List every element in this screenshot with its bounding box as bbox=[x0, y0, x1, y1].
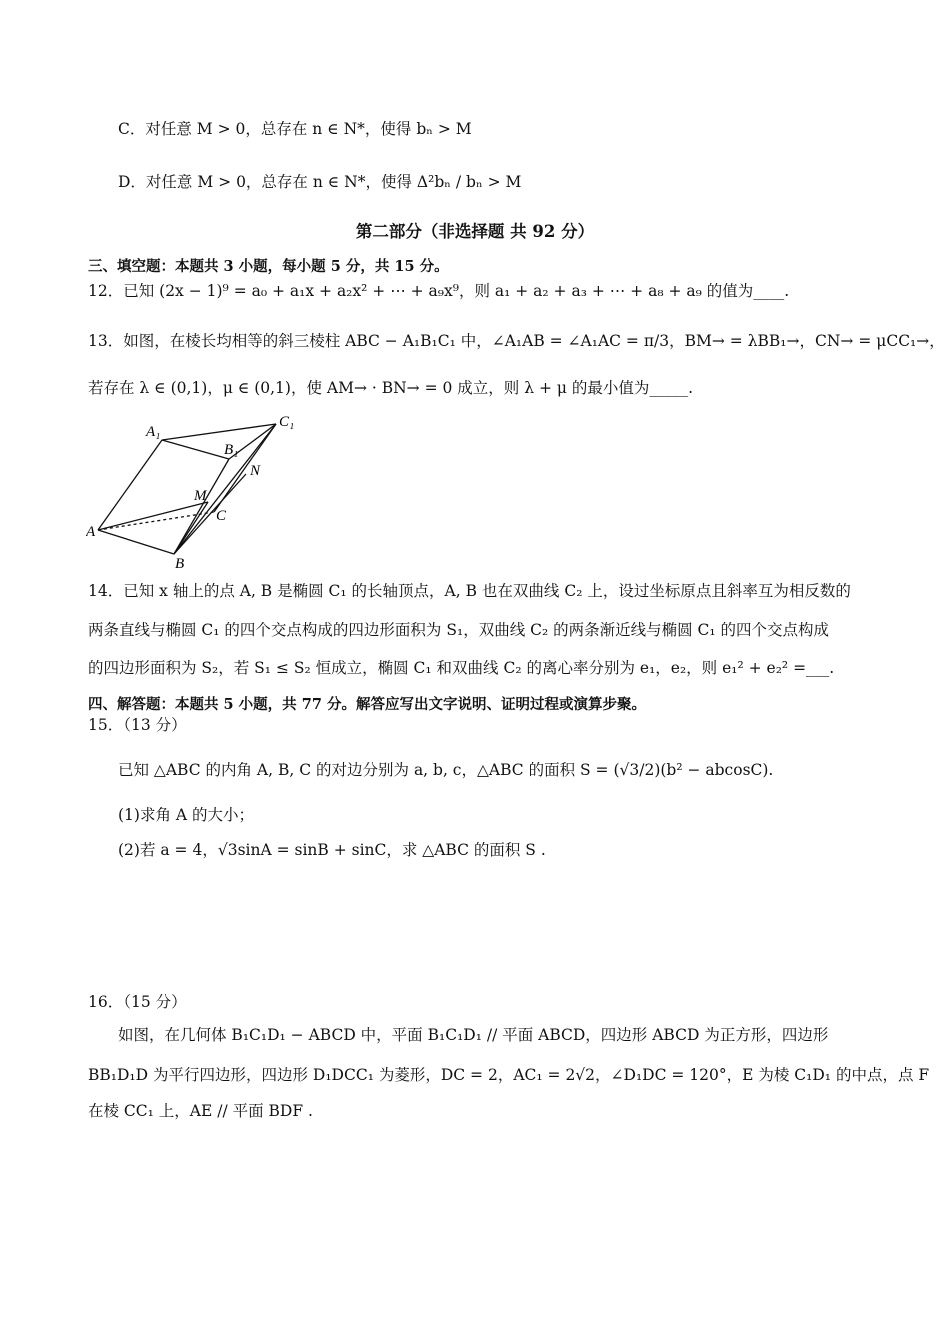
label-b1: B₁ bbox=[224, 442, 239, 458]
question-12: 12．已知 (2x − 1)⁹ = a₀ + a₁x + a₂x² + ⋯ + a₉x⁹，则 a₁ + a₂ + a₃ + ⋯ + a₈ + a₉ 的值为____. bbox=[88, 282, 790, 300]
prism-figure bbox=[86, 412, 316, 572]
label-c: C bbox=[216, 508, 227, 524]
label-m: M bbox=[194, 488, 207, 504]
label-n: N bbox=[250, 463, 261, 479]
question-16-line-1: 如图，在几何体 B₁C₁D₁ − ABCD 中，平面 B₁C₁D₁ // 平面 ABCD，四边形 ABCD 为正方形，四边形 bbox=[118, 1026, 829, 1044]
question-13-line-2: 若存在 λ ∈ (0,1)，μ ∈ (0,1)，使 AM→ · BN→ = 0 成立，则 λ + μ 的最小值为_____. bbox=[88, 379, 694, 397]
part-two-title: 第二部分（非选择题 共 92 分） bbox=[355, 222, 595, 241]
option-c: C．对任意 M > 0，总存在 n ∈ N*，使得 bₙ > M bbox=[118, 120, 472, 138]
section-fill-in-heading: 三、填空题：本题共 3 小题，每小题 5 分，共 15 分。 bbox=[88, 258, 449, 275]
label-a1: A₁ bbox=[146, 424, 161, 440]
label-b: B bbox=[175, 556, 185, 572]
question-15-stem: 已知 △ABC 的内角 A, B, C 的对边分别为 a, b, c，△ABC 的面积 S = (√3/2)(b² − abcosC). bbox=[118, 761, 774, 779]
section-answer-heading: 四、解答题：本题共 5 小题，共 77 分。解答应写出文字说明、证明过程或演算步聚。 bbox=[88, 696, 646, 713]
question-15-part-2: (2)若 a = 4，√3sinA = sinB + sinC，求 △ABC 的面积 S . bbox=[118, 841, 546, 859]
label-a: A bbox=[86, 524, 96, 540]
option-d: D．对任意 M > 0，总存在 n ∈ N*，使得 Δ²bₙ / bₙ > M bbox=[118, 173, 522, 191]
question-16-line-2: BB₁D₁D 为平行四边形，四边形 D₁DCC₁ 为菱形，DC = 2，AC₁ = 2√2，∠D₁DC = 120°，E 为棱 C₁D₁ 的中点，点 F bbox=[88, 1066, 930, 1084]
question-16-header: 16．（15 分） bbox=[88, 993, 187, 1011]
question-14-line-3: 的四边形面积为 S₂，若 S₁ ≤ S₂ 恒成立，椭圆 C₁ 和双曲线 C₂ 的离心率分别为 e₁，e₂，则 e₁² + e₂² =___. bbox=[88, 659, 835, 677]
question-13-line-1: 13．如图，在棱长均相等的斜三棱柱 ABC − A₁B₁C₁ 中，∠A₁AB = ∠A₁AC = π/3，BM→ = λBB₁→，CN→ = μCC₁→， bbox=[88, 332, 945, 350]
question-14-line-1: 14．已知 x 轴上的点 A, B 是椭圆 C₁ 的长轴顶点，A, B 也在双曲线 C₂ 上，设过坐标原点且斜率互为相反数的 bbox=[88, 582, 851, 600]
question-15-header: 15．（13 分） bbox=[88, 716, 187, 734]
question-16-line-3: 在棱 CC₁ 上，AE // 平面 BDF . bbox=[88, 1102, 313, 1120]
label-c1: C₁ bbox=[279, 414, 295, 430]
question-15-part-1: (1)求角 A 的大小； bbox=[118, 806, 255, 824]
question-14-line-2: 两条直线与椭圆 C₁ 的四个交点构成的四边形面积为 S₁，双曲线 C₂ 的两条渐近线与椭圆 C₁ 的四个交点构成 bbox=[88, 621, 830, 639]
